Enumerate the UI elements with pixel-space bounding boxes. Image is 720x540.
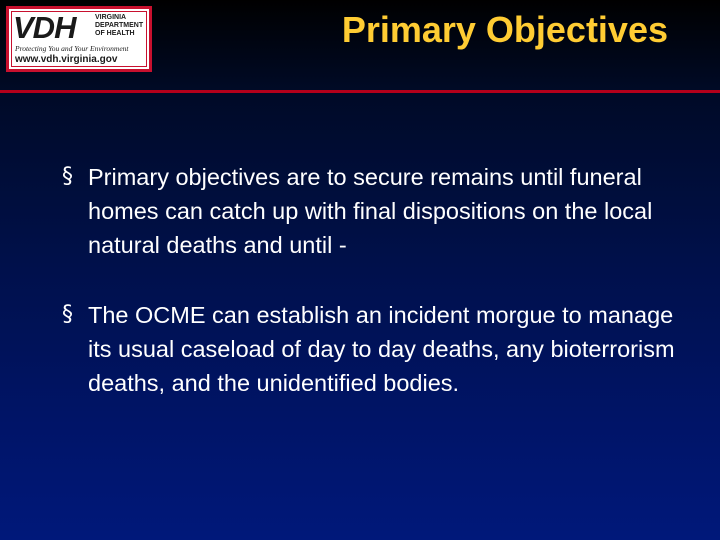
logo-url: www.vdh.virginia.gov xyxy=(15,54,118,65)
logo-department-line: DEPARTMENT xyxy=(95,22,144,29)
bullet-text: The OCME can establish an incident morgue to manage its usual caseload of day to day deaths, any bioterrorism deaths, and the unidentified bodies. xyxy=(88,302,675,396)
bullet-item xyxy=(62,298,682,400)
logo-tagline: Protecting You and Your Environment xyxy=(15,44,129,53)
logo-mark: VDH xyxy=(13,10,76,45)
bullet-text: Primary objectives are to secure remains until funeral homes can catch up with final dispositions on the local natural deaths and until - xyxy=(88,164,653,258)
vdh-logo xyxy=(6,6,152,72)
logo-department xyxy=(95,14,151,38)
bullet-marker: § xyxy=(62,164,73,189)
logo-department-line: VIRGINIA xyxy=(95,14,127,21)
bullet-marker: § xyxy=(62,302,73,327)
bullet-list xyxy=(62,160,682,436)
logo-department-line: OF HEALTH xyxy=(95,30,135,37)
bullet-item xyxy=(62,160,682,262)
title-divider xyxy=(0,90,720,93)
slide-title: Primary Objectives xyxy=(341,9,668,50)
